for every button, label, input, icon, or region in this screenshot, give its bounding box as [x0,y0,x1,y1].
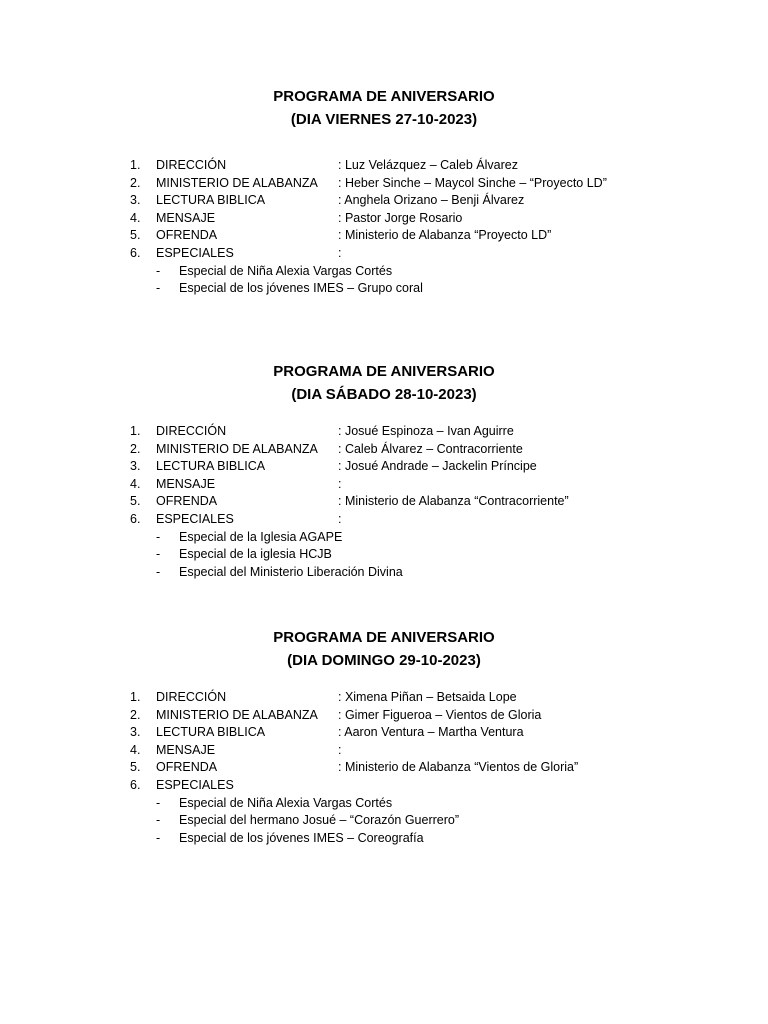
program-title: PROGRAMA DE ANIVERSARIO [273,629,495,646]
item-value: : [338,245,342,260]
list-item [0,458,768,476]
item-number: 5. [130,494,141,509]
special-text: Especial de Niña Alexia Vargas Cortés [179,795,393,810]
item-number: 2. [130,707,141,722]
item-label: MINISTERIO DE ALABANZA [156,175,318,190]
special-item [0,263,768,281]
item-number: 3. [130,459,141,474]
list-item [0,441,768,459]
special-text: Especial de la Iglesia AGAPE [179,529,343,544]
item-label: MINISTERIO DE ALABANZA [156,441,318,456]
list-item [0,476,768,494]
list-item [0,210,768,228]
item-value: : [338,742,342,757]
item-label: ESPECIALES [156,511,234,526]
item-number: 1. [130,158,141,172]
list-item [0,157,768,175]
item-number: 1. [130,424,141,438]
dash-bullet: - [156,529,161,544]
list-item [0,227,768,245]
program-section-domingo [0,626,768,845]
program-list [0,423,768,581]
special-item [0,564,768,582]
program-date: (DIA DOMINGO 29-10-2023) [287,652,481,669]
item-number: 3. [130,193,141,208]
special-item [0,830,768,848]
item-label: LECTURA BIBLICA [156,725,266,740]
list-item [0,689,768,707]
item-number: 4. [130,210,141,225]
item-label: DIRECCIÓN [156,424,227,438]
special-text: Especial del hermano Josué – “Corazón Guerrero” [179,813,459,828]
item-label: DIRECCIÓN [156,158,227,172]
dash-bullet: - [156,813,161,828]
item-value: : Luz Velázquez – Caleb Álvarez [338,158,518,172]
special-item [0,795,768,813]
list-item [0,777,768,795]
item-number: 6. [130,777,141,792]
dash-bullet: - [156,564,161,579]
special-text: Especial del Ministerio Liberación Divina [179,564,403,579]
list-item [0,724,768,742]
item-label: OFRENDA [156,760,218,775]
list-item [0,707,768,725]
dash-bullet: - [156,547,161,562]
item-value: : Ministerio de Alabanza “Proyecto LD” [338,228,552,243]
program-list [0,689,768,847]
item-number: 5. [130,760,141,775]
item-number: 2. [130,175,141,190]
list-item [0,759,768,777]
item-value: : Ministerio de Alabanza “Vientos de Gloria” [338,760,579,775]
list-item [0,423,768,441]
special-item [0,812,768,830]
program-date: (DIA VIERNES 27-10-2023) [290,111,478,128]
program-title: PROGRAMA DE ANIVERSARIO [273,88,495,105]
item-label: ESPECIALES [156,777,234,792]
item-value: : Gimer Figueroa – Vientos de Gloria [338,707,542,722]
item-value: : [338,476,342,491]
list-item [0,493,768,511]
program-list [0,157,768,298]
item-value: : [338,511,342,526]
item-number: 6. [130,245,141,260]
item-label: OFRENDA [156,228,218,243]
dash-bullet: - [156,263,161,278]
item-value: : Josué Espinoza – Ivan Aguirre [338,424,514,438]
item-label: MENSAJE [156,210,216,225]
item-value: : Aaron Ventura – Martha Ventura [338,725,524,740]
list-item [0,245,768,263]
dash-bullet: - [156,281,161,296]
item-label: MENSAJE [156,476,216,491]
item-number: 3. [130,725,141,740]
special-item [0,529,768,547]
program-title: PROGRAMA DE ANIVERSARIO [273,363,495,380]
item-number: 4. [130,476,141,491]
item-label: DIRECCIÓN [156,690,227,704]
list-item [0,742,768,760]
item-number: 4. [130,742,141,757]
item-number: 2. [130,441,141,456]
item-label: ESPECIALES [156,245,234,260]
dash-bullet: - [156,795,161,810]
item-label: OFRENDA [156,494,218,509]
item-label: LECTURA BIBLICA [156,459,266,474]
item-number: 6. [130,511,141,526]
list-item [0,192,768,210]
item-value: : Heber Sinche – Maycol Sinche – “Proyecto LD” [338,175,607,190]
special-text: Especial de los jóvenes IMES – Coreografía [179,830,424,845]
item-label: MENSAJE [156,742,216,757]
program-section-sabado [0,360,768,579]
list-item [0,511,768,529]
item-value: : Pastor Jorge Rosario [338,210,463,225]
item-label: LECTURA BIBLICA [156,193,266,208]
item-number: 1. [130,690,141,704]
list-item [0,175,768,193]
item-number: 5. [130,228,141,243]
program-date: (DIA SÁBADO 28-10-2023) [291,386,477,403]
special-text: Especial de Niña Alexia Vargas Cortés [179,263,393,278]
item-value: : Josué Andrade – Jackelin Príncipe [338,459,537,474]
item-label: MINISTERIO DE ALABANZA [156,707,318,722]
item-value: : Anghela Orizano – Benji Álvarez [338,193,525,208]
special-item [0,280,768,298]
special-item [0,546,768,564]
special-text: Especial de los jóvenes IMES – Grupo coral [179,281,423,296]
item-value: : Ministerio de Alabanza “Contracorriente” [338,494,569,509]
special-text: Especial de la iglesia HCJB [179,547,332,562]
program-section-viernes [0,85,768,296]
item-value: : Caleb Álvarez – Contracorriente [338,441,523,456]
item-value: : Ximena Piñan – Betsaida Lope [338,690,517,704]
dash-bullet: - [156,830,161,845]
